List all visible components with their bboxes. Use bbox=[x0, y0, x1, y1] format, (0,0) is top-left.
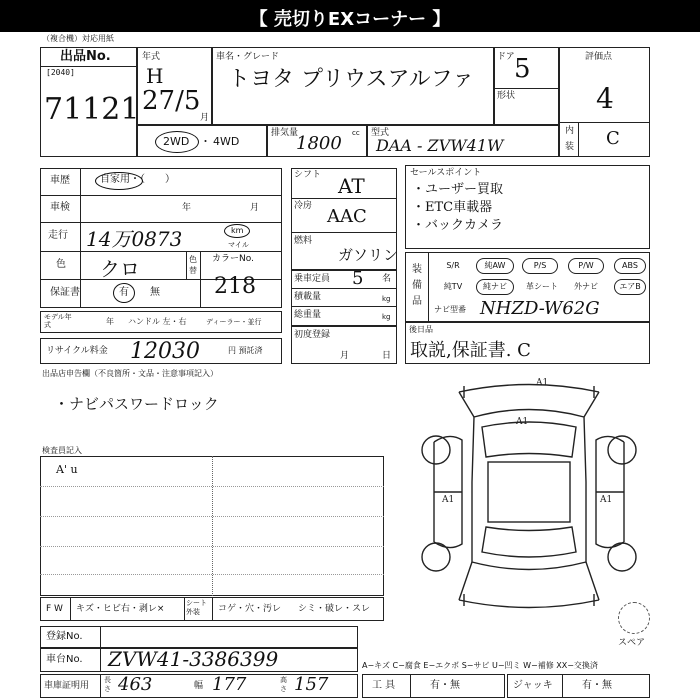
year-unit: 月 bbox=[200, 113, 210, 123]
capacity-value: 5 bbox=[352, 268, 364, 289]
navi-value: NHZD-W62G bbox=[480, 298, 600, 319]
fuel-value: ガソリン bbox=[338, 246, 399, 264]
model-value: DAA - ZVW41W bbox=[376, 136, 504, 155]
model-year-year: 年 bbox=[106, 317, 114, 326]
recycle-value: 12030 bbox=[130, 339, 200, 364]
fuel-label: 燃料 bbox=[294, 236, 313, 246]
drive-opt2: 4WD bbox=[213, 135, 240, 148]
model-label: 型式 bbox=[371, 128, 390, 138]
lot-number: 71121 bbox=[44, 92, 140, 127]
cond-scratch: キズ・ヒビ右・剥レ× bbox=[76, 604, 165, 614]
cond-burn: コゲ・穴・汚レ bbox=[218, 604, 282, 614]
length-value: 463 bbox=[118, 674, 153, 695]
lot-sub-id: [2040] bbox=[46, 68, 75, 77]
tools-label: 工 具 bbox=[372, 680, 396, 691]
spare-circle bbox=[618, 602, 650, 634]
damage-legend: A−キズ C−腐食 E−エクボ S−サビ U−凹ミ W−補修 XX−交換済 bbox=[362, 661, 598, 670]
model-year-label: モデル年式 bbox=[44, 313, 72, 329]
shift-value: AT bbox=[338, 174, 365, 198]
year-label: 年式 bbox=[142, 52, 161, 62]
first-reg-month: 月 bbox=[340, 351, 350, 361]
score-value: 4 bbox=[596, 82, 614, 115]
shape-label: 形状 bbox=[497, 91, 516, 101]
tools-opt: 有・無 bbox=[430, 680, 460, 691]
gross-weight-label: 総重量 bbox=[294, 310, 322, 320]
mileage-label: 走行 bbox=[48, 230, 68, 241]
aftermarket-value: 取説,保証書. C bbox=[410, 340, 531, 361]
jack-opt: 有・無 bbox=[582, 680, 612, 691]
gross-weight-unit: kg bbox=[382, 313, 391, 321]
cond-fw: F W bbox=[46, 604, 63, 614]
equip-pw: P/W bbox=[568, 258, 604, 274]
color-change-label: 色替 bbox=[189, 255, 197, 275]
model-year-handle: ハンドル 左・右 bbox=[128, 317, 187, 326]
width-value: 177 bbox=[212, 674, 247, 695]
height-value: 157 bbox=[294, 674, 329, 695]
notes-label: 出品店申告欄（不良箇所・文品・注意事項記入） bbox=[42, 369, 218, 378]
equip-sr: S/R bbox=[446, 261, 460, 270]
equip-aw: 純AW bbox=[476, 258, 514, 274]
car-name-label: 車名・グレード bbox=[216, 52, 280, 62]
equip-navi: 純ナビ bbox=[476, 279, 514, 295]
inspector-value: A' u bbox=[56, 463, 78, 476]
warranty-opt1: 有 bbox=[119, 287, 129, 298]
spare-label: スペア bbox=[618, 638, 646, 648]
sales-point-3: ・バックカメラ bbox=[412, 218, 504, 233]
equip-abs: ABS bbox=[614, 258, 646, 274]
header-title: 【 売切りEXコーナー 】 bbox=[249, 9, 451, 30]
color-value: クロ bbox=[100, 257, 140, 281]
load-label: 積載量 bbox=[294, 292, 322, 302]
equip-ext-navi: 外ナビ bbox=[574, 282, 598, 291]
capacity-label: 乗車定員 bbox=[294, 274, 331, 284]
inspection-year: 年 bbox=[182, 203, 192, 213]
certificate-label: 車庫証明用 bbox=[44, 681, 90, 691]
interior-label1: 内 bbox=[565, 126, 575, 136]
car-name-value: トヨタ プリウスアルファ bbox=[228, 67, 475, 92]
chassis-label: 車台No. bbox=[46, 654, 83, 665]
diagram-mark-1: A1 bbox=[536, 378, 549, 388]
model-year-dealer: ディーラー・並行 bbox=[206, 318, 262, 326]
sales-points-label: セールスポイント bbox=[410, 168, 482, 178]
score-label: 評価点 bbox=[585, 52, 613, 62]
displacement-value: 1800 bbox=[296, 133, 342, 154]
history-value: 自家用・（ ） bbox=[100, 174, 175, 185]
color-no-label: カラーNo. bbox=[212, 254, 254, 264]
interior-label2: 装 bbox=[565, 142, 575, 152]
doors-label: ドア bbox=[497, 52, 515, 62]
diagram-mark-2: A1 bbox=[516, 417, 529, 427]
first-reg-day: 日 bbox=[382, 351, 392, 361]
inspector-label: 検査員記入 bbox=[42, 446, 82, 455]
registration-box bbox=[40, 626, 358, 648]
sales-point-1: ・ユーザー買取 bbox=[412, 182, 504, 197]
mileage-value: 14万0873 bbox=[86, 227, 183, 251]
length-label: 長さ bbox=[104, 676, 111, 693]
year-value: 27/5 bbox=[142, 86, 201, 116]
recycle-unit: 円 預託済 bbox=[228, 346, 263, 355]
warranty-opt2: 無 bbox=[150, 287, 160, 298]
aftermarket-label: 後日品 bbox=[409, 325, 433, 334]
drive-opt1: 2WD bbox=[163, 135, 190, 148]
first-reg-label: 初度登録 bbox=[294, 330, 331, 340]
equip-airbag: エアB bbox=[614, 279, 646, 295]
year-era: H bbox=[146, 64, 164, 88]
drive-sep: ・ bbox=[200, 135, 211, 148]
shift-label: シフト bbox=[294, 170, 322, 180]
equip-ps: P/S bbox=[522, 258, 558, 274]
diagram-mark-3: A1 bbox=[442, 495, 455, 505]
top-note: （複合機）対応用紙 bbox=[42, 34, 114, 43]
registration-label: 登録No. bbox=[46, 631, 83, 642]
car-damage-diagram bbox=[404, 372, 654, 622]
history-label: 車歴 bbox=[50, 175, 70, 186]
mileage-km: km bbox=[231, 226, 244, 235]
height-label: 高さ bbox=[280, 676, 287, 693]
displacement-unit: cc bbox=[352, 129, 360, 137]
capacity-unit: 名 bbox=[382, 274, 392, 284]
cond-stain: シミ・破レ・スレ bbox=[298, 604, 371, 614]
doors-value: 5 bbox=[514, 54, 531, 84]
load-unit: kg bbox=[382, 295, 391, 303]
inspection-month: 月 bbox=[250, 203, 260, 213]
navi-label: ナビ型番 bbox=[434, 305, 466, 314]
equip-leather: 革シート bbox=[526, 282, 558, 291]
warranty-label: 保証書 bbox=[50, 287, 80, 298]
jack-label: ジャッキ bbox=[513, 680, 553, 691]
sales-point-2: ・ETC車載器 bbox=[412, 200, 493, 215]
chassis-value: ZVW41-3386399 bbox=[108, 647, 279, 671]
recycle-label: リサイクル料金 bbox=[46, 346, 108, 356]
interior-value: C bbox=[606, 128, 620, 149]
lot-label: 出品No. bbox=[60, 49, 111, 64]
color-label: 色 bbox=[56, 259, 66, 270]
cond-seat: シート 外装 bbox=[186, 599, 207, 616]
diagram-mark-4: A1 bbox=[600, 495, 613, 505]
ac-value: AAC bbox=[327, 206, 367, 227]
equipment-label: 装備品 bbox=[412, 264, 422, 307]
displacement-label: 排気量 bbox=[271, 128, 299, 138]
color-no-value: 218 bbox=[214, 274, 256, 299]
width-label: 幅 bbox=[194, 681, 204, 691]
inspection-label: 車検 bbox=[50, 202, 70, 213]
equip-tv: 純TV bbox=[443, 282, 463, 291]
ac-label: 冷房 bbox=[294, 201, 313, 211]
notes-line1: ・ナビパスワードロック bbox=[54, 395, 219, 413]
mileage-mile: マイル bbox=[228, 241, 249, 249]
